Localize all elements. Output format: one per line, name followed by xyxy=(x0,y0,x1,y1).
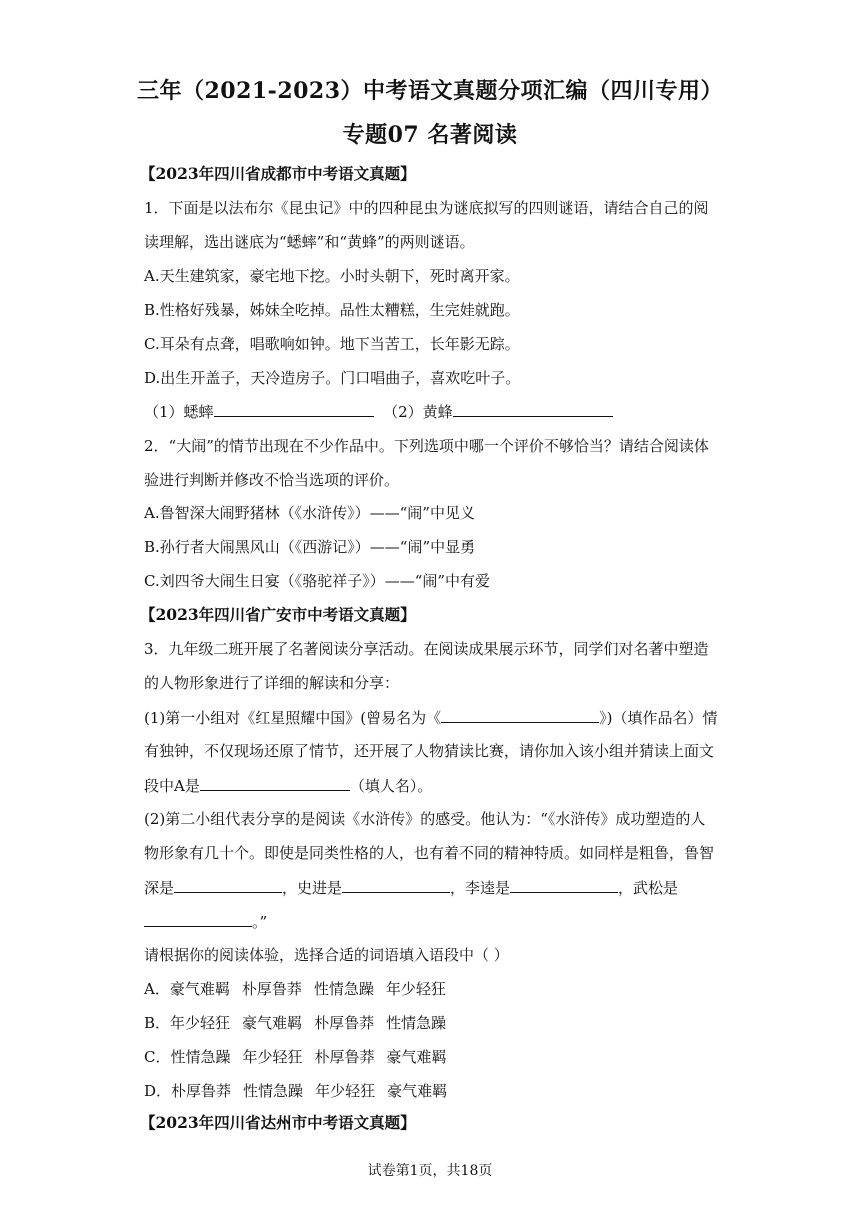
q3-instruction: 请根据你的阅读体验，选择合适的词语填入语段中（ ） xyxy=(144,946,509,964)
q3-choice-word: 豪气难羁 xyxy=(169,980,230,998)
q2-stem-line2: 验进行判断并修改不恰当选项的评价。 xyxy=(144,471,400,489)
q3-wusong-blank[interactable] xyxy=(144,910,252,927)
q3-choice-word: 朴厚鲁莽 xyxy=(314,1014,375,1032)
q3-part1-text-e: （填人名）。 xyxy=(349,777,433,795)
q1-option-b: B.性格好残暴，姊妹全吃掉。品性太糟糕，生完娃就跑。 xyxy=(144,301,520,319)
page-footer: 试卷第1页，共18页 xyxy=(367,1163,493,1179)
q3-choice-word: 年少轻狂 xyxy=(315,1082,376,1100)
q3-part1-line2: 有独钟，不仅现场还原了情节，还开展了人物猜读比赛，请你加入该小组并猜读上面文 xyxy=(144,742,715,760)
q3-part2-close-quote: 。” xyxy=(252,913,268,931)
q3-person-name-blank[interactable] xyxy=(200,774,350,791)
q3-choice-word: 性情急躁 xyxy=(386,1014,447,1032)
q3-choice-d xyxy=(144,1080,459,1101)
q3-choice-b xyxy=(144,1012,458,1033)
q1-answer2-blank[interactable] xyxy=(453,400,613,417)
q3-part2-line2: 物形象有几十个。即使是同类性格的人，也有着不同的精神特质。如同样是粗鲁，鲁智 xyxy=(144,844,715,862)
q3-likui-blank[interactable] xyxy=(510,876,618,893)
q2-option-c: C.刘四爷大闹生日宴（《骆驼祥子》）——“闹”中有爱 xyxy=(144,572,491,590)
q1-stem-line2: 读理解，选出谜底为“蟋蟀”和“黄蜂”的两则谜语。 xyxy=(144,233,475,251)
q3-choice-word: 性情急躁 xyxy=(170,1048,231,1066)
q3-choice-word: 年少轻狂 xyxy=(385,980,446,998)
q3-part2-line3 xyxy=(144,876,678,898)
q1-answer-row xyxy=(144,400,613,422)
q3-likui-label: ，李逵是 xyxy=(450,879,511,897)
q3-choice-word: 年少轻狂 xyxy=(170,1014,231,1032)
q3-part1-line1 xyxy=(144,706,717,728)
q3-part1-text-d: 段中A是 xyxy=(144,777,200,795)
section-heading-guangan: 【2023年四川省广安市中考语文真题】 xyxy=(140,605,416,624)
q3-choice-word: 豪气难羁 xyxy=(242,1014,303,1032)
q3-stem-line1: 3．九年级二班开展了名著阅读分享活动。在阅读成果展示环节，同学们对名著中塑造 xyxy=(144,640,709,658)
q3-choice-word: 朴厚鲁莽 xyxy=(171,1082,232,1100)
q3-choice-word: 豪气难羁 xyxy=(387,1082,448,1100)
q1-option-a: A.天生建筑家，豪宅地下挖。小时头朝下，死时离开家。 xyxy=(144,267,520,285)
q3-choice-a xyxy=(144,978,458,999)
q3-choice-word: 性情急躁 xyxy=(313,980,374,998)
q3-wusong-label: ，武松是 xyxy=(618,879,679,897)
document-title: 三年（2021-2023）中考语文真题分项汇编（四川专用） xyxy=(136,78,724,104)
q3-choice-word: 年少轻狂 xyxy=(242,1048,303,1066)
q3-part1-line3 xyxy=(144,774,432,796)
q2-stem-line1: 2．“大闹”的情节出现在不少作品中。下列选项中哪一个评价不够恰当？请结合阅读体 xyxy=(144,437,709,455)
q3-shijin-blank[interactable] xyxy=(342,876,450,893)
q3-choice-word: 朴厚鲁莽 xyxy=(241,980,302,998)
q1-stem-line1: 1．下面是以法布尔《昆虫记》中的四种昆虫为谜底拟写的四则谜语，请结合自己的阅 xyxy=(144,199,709,217)
q3-shijin-label: ，史进是 xyxy=(282,879,343,897)
q1-answer1-blank[interactable] xyxy=(214,400,374,417)
q1-answer2-label: （2）黄蜂 xyxy=(383,403,453,421)
q3-choice-letter: D． xyxy=(144,1082,172,1100)
q1-option-d: D.出生开盖子，天冷造房子。门口唱曲子，喜欢吃叶子。 xyxy=(144,369,521,387)
q3-choice-letter: C． xyxy=(144,1048,171,1066)
q3-luzhishen-blank[interactable] xyxy=(174,876,282,893)
section-heading-dazhou: 【2023年四川省达州市中考语文真题】 xyxy=(140,1113,416,1132)
q2-option-a: A.鲁智深大闹野猪林（《水浒传》）——“闹”中见义 xyxy=(144,504,475,522)
q3-part2-line1: (2)第二小组代表分享的是阅读《水浒传》的感受。他认为：“《水浒传》成功塑造的人 xyxy=(144,810,706,828)
document-subtitle: 专题07 名著阅读 xyxy=(342,122,518,148)
q3-part2-line4 xyxy=(144,910,267,932)
q3-choice-word: 豪气难羁 xyxy=(386,1048,447,1066)
q3-part1-text-b: 》)（填作品名）情 xyxy=(599,709,718,727)
q3-choice-letter: A． xyxy=(144,980,170,998)
section-heading-chengdu: 【2023年四川省成都市中考语文真题】 xyxy=(140,164,416,183)
q3-stem-line2: 的人物形象进行了详细的解读和分享： xyxy=(144,674,400,692)
q2-option-b: B.孙行者大闹黑风山（《西游记》）——“闹”中显勇 xyxy=(144,538,476,556)
q3-part1-text-a: (1)第一小组对《红星照耀中国》(曾易名为《 xyxy=(144,709,442,727)
q1-answer1-label: （1）蟋蟀 xyxy=(144,403,214,421)
q3-choice-letter: B． xyxy=(144,1014,171,1032)
q1-option-c: C.耳朵有点聋，唱歌响如钟。地下当苦工，长年影无踪。 xyxy=(144,335,520,353)
q3-book-name-blank[interactable] xyxy=(441,706,599,723)
q3-luzhishen-label: 深是 xyxy=(144,879,175,897)
q3-choice-c xyxy=(144,1046,459,1067)
q3-choice-word: 朴厚鲁莽 xyxy=(314,1048,375,1066)
q3-choice-word: 性情急躁 xyxy=(243,1082,304,1100)
